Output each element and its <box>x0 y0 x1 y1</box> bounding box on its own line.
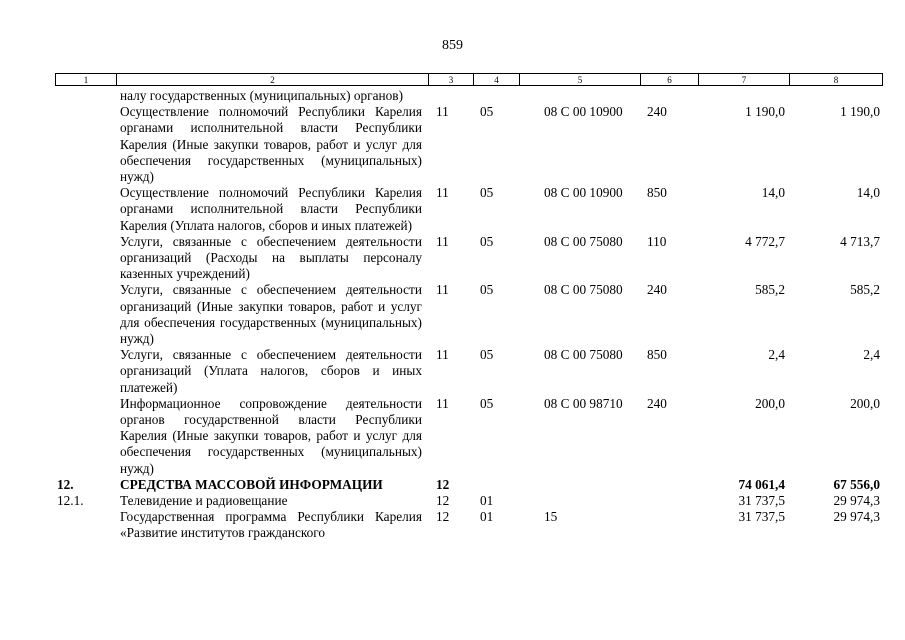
amount-year-2: 200,0 <box>850 395 880 411</box>
subsection-code: 01 <box>480 493 494 509</box>
amount-year-1: 4 772,7 <box>745 233 785 249</box>
row-description: Осуществление полномочий Республики Карелия органами исполнительной власти Республики Карелия (Иные закупки товаров, работ и услуг для обеспечения государственных (муниципальных) нужд) <box>120 104 422 185</box>
section-code: 11 <box>436 104 449 120</box>
column-header: 8 <box>790 74 883 86</box>
amount-year-2: 29 974,3 <box>833 493 880 509</box>
column-header-table <box>55 73 883 86</box>
amount-year-1: 200,0 <box>755 395 785 411</box>
amount-year-2: 4 713,7 <box>840 233 880 249</box>
amount-year-2: 14,0 <box>856 185 880 201</box>
table-row <box>55 347 882 396</box>
row-description: Услуги, связанные с обеспечением деятельности организаций (Уплата налогов, сборов и иных платежей) <box>120 347 422 395</box>
section-code: 11 <box>436 282 449 298</box>
subsection-code: 05 <box>480 347 494 363</box>
column-header: 2 <box>117 74 429 86</box>
expense-type-code: 240 <box>647 395 667 411</box>
subsection-code: 05 <box>480 104 494 120</box>
row-description: налу государственных (муниципальных) органов) <box>120 88 404 103</box>
amount-year-2: 1 190,0 <box>840 104 880 120</box>
page-number: 859 <box>442 38 463 53</box>
amount-year-1: 1 190,0 <box>745 104 785 120</box>
row-description: Информационное сопровождение деятельности органов государственной власти Республики Карелия (Иные закупки товаров, работ и услуг для обеспечения государственных (муниципальных) нужд) <box>120 395 422 476</box>
column-header: 7 <box>699 74 790 86</box>
column-header: 4 <box>474 74 520 86</box>
table-row <box>55 477 882 493</box>
column-header-row <box>56 74 883 86</box>
row-description: Услуги, связанные с обеспечением деятельности организаций (Иные закупки товаров, работ и услуг для обеспечения государственных (муниципальных) нужд) <box>120 282 422 347</box>
row-description: Телевидение и радиовещание <box>120 493 288 509</box>
amount-year-2: 585,2 <box>850 282 880 298</box>
section-code: 11 <box>436 395 449 411</box>
table-row <box>55 282 882 347</box>
column-header: 3 <box>429 74 474 86</box>
section-code: 11 <box>436 185 449 201</box>
target-article-code: 08 С 00 75080 <box>544 347 623 363</box>
subsection-code: 05 <box>480 233 494 249</box>
table-row <box>55 185 882 234</box>
table-row <box>55 509 882 541</box>
subsection-code: 05 <box>480 395 494 411</box>
amount-year-1: 14,0 <box>761 185 785 201</box>
section-code: 11 <box>436 347 449 363</box>
target-article-code: 08 С 00 10900 <box>544 104 623 120</box>
expense-type-code: 240 <box>647 282 667 298</box>
column-header: 5 <box>520 74 641 86</box>
table-row <box>55 493 882 509</box>
amount-year-2: 29 974,3 <box>833 509 880 525</box>
section-code: 12 <box>436 493 450 509</box>
expense-type-code: 240 <box>647 104 667 120</box>
table-row <box>55 88 882 104</box>
column-header: 1 <box>56 74 117 86</box>
amount-year-1: 585,2 <box>755 282 785 298</box>
row-description: Государственная программа Республики Карелия «Развитие институтов гражданского <box>120 509 422 541</box>
amount-year-1: 2,4 <box>768 347 785 363</box>
row-number: 12.1. <box>57 493 84 509</box>
row-number: 12. <box>57 476 74 492</box>
expense-type-code: 110 <box>647 233 667 249</box>
amount-year-2: 2,4 <box>863 347 880 363</box>
expense-type-code: 850 <box>647 347 667 363</box>
section-code: 11 <box>436 233 449 249</box>
row-description: Услуги, связанные с обеспечением деятельности организаций (Расходы на выплаты персоналу казенных учреждений) <box>120 233 422 282</box>
target-article-code: 08 С 00 75080 <box>544 233 623 249</box>
column-header: 6 <box>641 74 699 86</box>
section-code: 12 <box>436 509 450 525</box>
amount-year-1: 74 061,4 <box>738 476 785 492</box>
budget-table-body <box>55 88 882 542</box>
target-article-code: 08 С 00 75080 <box>544 282 623 298</box>
subsection-code: 05 <box>480 282 494 298</box>
expense-type-code: 850 <box>647 185 667 201</box>
table-row <box>55 396 882 477</box>
subsection-code: 05 <box>480 185 494 201</box>
row-description: СРЕДСТВА МАССОВОЙ ИНФОРМАЦИИ <box>120 476 383 492</box>
target-article-code: 08 С 00 10900 <box>544 185 623 201</box>
amount-year-1: 31 737,5 <box>738 493 785 509</box>
row-description: Осуществление полномочий Республики Карелия органами исполнительной власти Республики Карелия (Уплата налогов, сборов и иных платежей) <box>120 185 422 233</box>
table-row <box>55 234 882 283</box>
amount-year-2: 67 556,0 <box>833 476 880 492</box>
section-code: 12 <box>436 476 450 492</box>
target-article-code: 15 <box>544 509 558 525</box>
subsection-code: 01 <box>480 509 494 525</box>
table-row <box>55 104 882 185</box>
amount-year-1: 31 737,5 <box>738 509 785 525</box>
target-article-code: 08 С 00 98710 <box>544 395 623 411</box>
